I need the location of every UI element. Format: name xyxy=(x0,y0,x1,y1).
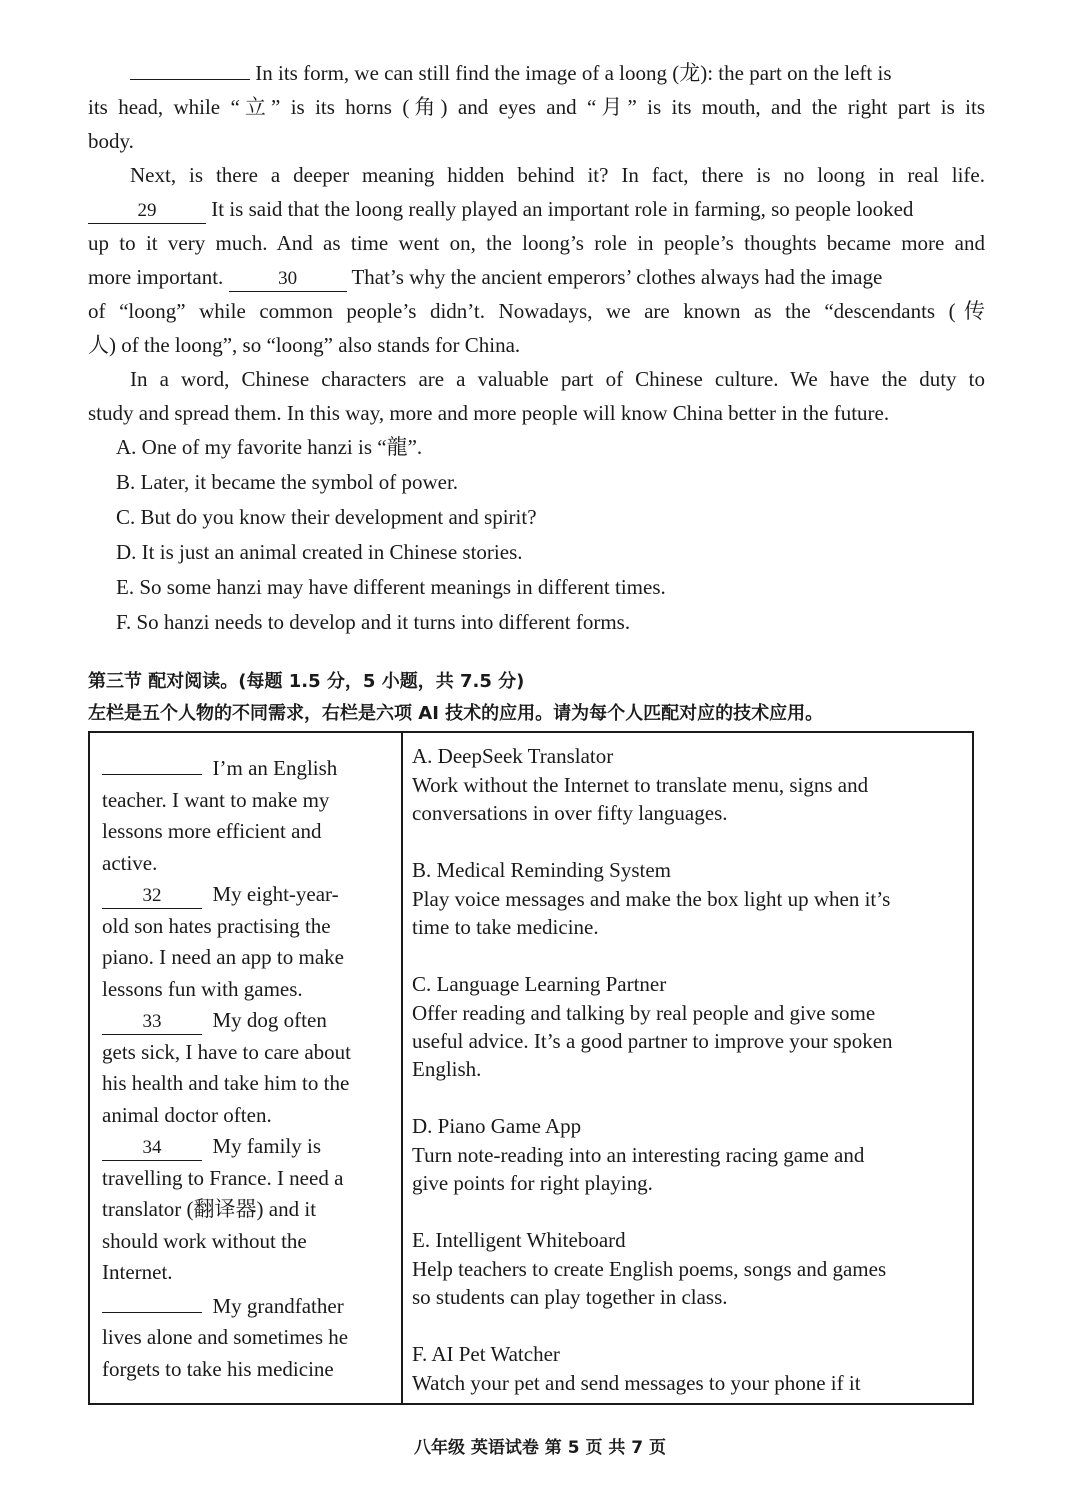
answer-blank xyxy=(130,79,250,80)
answer-blank xyxy=(102,774,202,775)
need-text: active. xyxy=(102,850,158,875)
option-title: E. Intelligent Whiteboard xyxy=(412,1228,626,1252)
option-f xyxy=(412,1339,972,1397)
need-text: gets sick, I have to care about xyxy=(102,1039,351,1064)
need-item xyxy=(102,879,392,1005)
option-desc: Help teachers to create English poems, songs and games xyxy=(412,1257,887,1281)
need-item xyxy=(102,1005,392,1131)
passage-line xyxy=(88,192,985,226)
section-title: 第三节 配对阅读。(每题 1.5 分，5 小题，共 7.5 分) xyxy=(88,671,525,692)
need-text: lessons more efficient and xyxy=(102,819,322,843)
option-desc: useful advice. It’s a good partner to improve your spoken xyxy=(412,1029,893,1053)
answer-blank-30: 30 xyxy=(229,267,347,292)
passage-text: In its form, we can still find the image of a loong (龙): the part on the left is xyxy=(255,61,892,85)
choice-d: D. It is just an animal created in Chinese stories. xyxy=(116,540,523,564)
page-footer: 八年级 英语试卷 第 5 页 共 7 页 xyxy=(413,1438,667,1458)
need-item xyxy=(102,753,392,879)
option-desc: Watch your pet and send messages to your phone if it xyxy=(412,1371,861,1395)
need-text: old son hates practising the xyxy=(102,913,331,938)
passage-text: It is said that the loong really played an important role in farming, so people looked xyxy=(211,197,914,221)
need-text: forgets to take his medicine xyxy=(102,1356,334,1381)
choice-c: C. But do you know their development and spirit? xyxy=(116,505,537,529)
passage-text: That’s why the ancient emperors’ clothes always had the image xyxy=(351,265,883,289)
section-instruction: 左栏是五个人物的不同需求，右栏是六项 AI 技术的应用。请为每个人匹配对应的技术应用。 xyxy=(88,703,824,724)
option-d xyxy=(412,1111,972,1197)
option-title: A. DeepSeek Translator xyxy=(412,744,614,768)
option-title: F. AI Pet Watcher xyxy=(412,1342,560,1366)
need-text: Internet. xyxy=(102,1260,173,1284)
option-title: B. Medical Reminding System xyxy=(412,858,671,882)
need-text: travelling to France. I need a xyxy=(102,1165,344,1190)
answer-blank-33: 33 xyxy=(102,1010,202,1035)
answer-blank-32: 32 xyxy=(102,884,202,909)
need-text: piano. I need an app to make xyxy=(102,945,344,969)
need-text: should work without the xyxy=(102,1228,307,1253)
need-text: translator (翻译器) and it xyxy=(102,1197,317,1221)
passage-text: more important. xyxy=(88,265,224,289)
option-desc: conversations in over fifty languages. xyxy=(412,801,728,825)
option-c xyxy=(412,969,972,1083)
option-title: D. Piano Game App xyxy=(412,1114,582,1138)
option-a xyxy=(412,741,972,827)
option-b xyxy=(412,855,972,941)
need-text: I’m an English xyxy=(212,756,338,780)
need-text: lessons fun with games. xyxy=(102,976,303,1001)
need-text: animal doctor often. xyxy=(102,1102,272,1127)
matching-table xyxy=(88,731,974,1405)
passage-line: of “loong” while common people’s didn’t. Nowadays, we are known as the “descendants (传 xyxy=(88,299,985,323)
need-text: My eight-year- xyxy=(212,882,339,906)
passage-line: 人) of the loong”, so “loong” also stands for China. xyxy=(88,333,521,357)
column-divider xyxy=(401,733,403,1403)
needs-column xyxy=(102,753,392,1385)
option-desc: Play voice messages and make the box light up when it’s xyxy=(412,887,891,911)
option-desc: Work without the Internet to translate menu, signs and xyxy=(412,773,869,797)
option-title: C. Language Learning Partner xyxy=(412,972,667,996)
passage-line: its head, while “立” is its horns (角) and eyes and “月” is its mouth, and the right part is its xyxy=(88,95,985,119)
need-text: My family is xyxy=(212,1134,321,1158)
need-text: lives alone and sometimes he xyxy=(102,1325,349,1349)
passage-line: Next, is there a deeper meaning hidden behind it? In fact, there is no loong in real life. xyxy=(130,163,985,187)
need-text: teacher. I want to make my xyxy=(102,787,330,812)
option-desc: Turn note-reading into an interesting racing game and xyxy=(412,1143,865,1167)
choice-f: F. So hanzi needs to develop and it turns into different forms. xyxy=(116,610,631,634)
answer-blank xyxy=(102,1312,202,1313)
need-text: My grandfather xyxy=(212,1293,344,1318)
passage-line xyxy=(88,260,882,294)
need-item xyxy=(102,1291,392,1386)
choice-e: E. So some hanzi may have different meanings in different times. xyxy=(116,575,666,599)
passage-line: In a word, Chinese characters are a valuable part of Chinese culture. We have the duty to xyxy=(130,367,985,391)
options-column xyxy=(412,741,972,1425)
passage-line: up to it very much. And as time went on, the loong’s role in people’s thoughts became more and xyxy=(88,231,985,255)
choice-a: A. One of my favorite hanzi is “龍”. xyxy=(116,435,423,459)
option-desc: English. xyxy=(412,1057,482,1081)
need-item xyxy=(102,1131,392,1289)
choice-b: B. Later, it became the symbol of power. xyxy=(116,470,459,494)
option-e xyxy=(412,1225,972,1311)
answer-blank-34: 34 xyxy=(102,1136,202,1161)
answer-blank-29: 29 xyxy=(88,199,206,224)
need-text: his health and take him to the xyxy=(102,1071,350,1095)
option-desc: time to take medicine. xyxy=(412,915,599,939)
passage-line: body. xyxy=(88,129,134,153)
option-desc: so students can play together in class. xyxy=(412,1285,728,1309)
passage-line: study and spread them. In this way, more and more people will know China better in the future. xyxy=(88,401,890,425)
option-desc: Offer reading and talking by real people and give some xyxy=(412,1001,876,1025)
option-desc: give points for right playing. xyxy=(412,1171,653,1195)
need-text: My dog often xyxy=(212,1008,327,1032)
passage-line xyxy=(130,56,892,90)
